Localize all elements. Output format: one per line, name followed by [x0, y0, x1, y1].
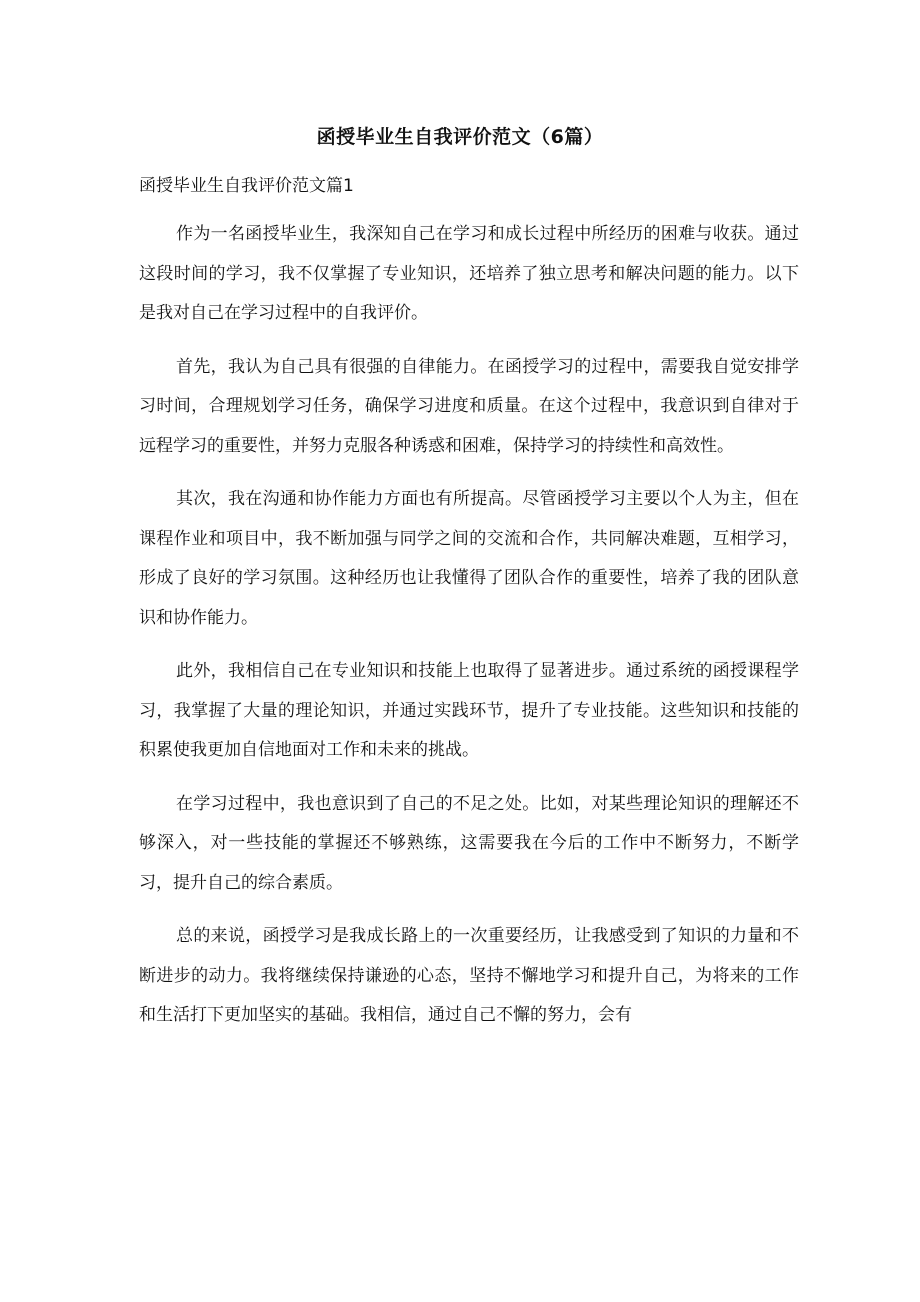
paragraph-conclusion: 总的来说，函授学习是我成长路上的一次重要经历，让我感受到了知识的力量和不断进步的动力。我将继续保持谦逊的心态，坚持不懈地学习和提升自己，为将来的工作和生活打下更加坚实的基础。我相信，通过自己不懈的努力，会有	[139, 926, 799, 1025]
section-heading: 函授毕业生自我评价范文篇1	[139, 176, 354, 196]
paragraph-self-discipline: 首先，我认为自己具有很强的自律能力。在函授学习的过程中，需要我自觉安排学习时间，合理规划学习任务，确保学习进度和质量。在这个过程中，我意识到自律对于远程学习的重要性，并努力克服各种诱惑和困难，保持学习的持续性和高效性。	[139, 356, 799, 456]
document-body	[139, 215, 799, 1050]
paragraph-communication: 其次，我在沟通和协作能力方面也有所提高。尽管函授学习主要以个人为主，但在课程作业和项目中，我不断加强与同学之间的交流和合作，共同解决难题，互相学习，形成了良好的学习氛围。这种经历也让我懂得了团队合作的重要性，培养了我的团队意识和协作能力。	[139, 489, 799, 628]
paragraph-shortcomings: 在学习过程中，我也意识到了自己的不足之处。比如，对某些理论知识的理解还不够深入，对一些技能的掌握还不够熟练，这需要我在今后的工作中不断努力，不断学习，提升自己的综合素质。	[139, 793, 799, 893]
paragraph-intro: 作为一名函授毕业生，我深知自己在学习和成长过程中所经历的困难与收获。通过这段时间的学习，我不仅掌握了专业知识，还培养了独立思考和解决问题的能力。以下是我对自己在学习过程中的自我评价。	[139, 224, 799, 323]
paragraph-professional-skills: 此外，我相信自己在专业知识和技能上也取得了显著进步。通过系统的函授课程学习，我掌握了大量的理论知识，并通过实践环节，提升了专业技能。这些知识和技能的积累使我更加自信地面对工作和未来的挑战。	[139, 661, 799, 760]
document-title: 函授毕业生自我评价范文（6篇）	[316, 126, 604, 148]
